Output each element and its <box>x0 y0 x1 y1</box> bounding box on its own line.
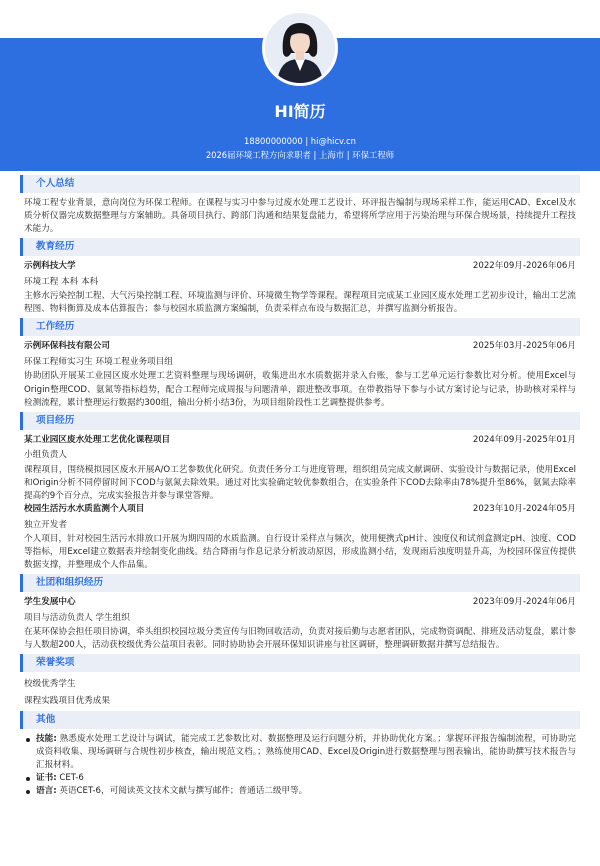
section-other <box>0 711 600 800</box>
entry-date: 2024年09月-2025年01月 <box>472 434 576 445</box>
item-label: 技能: <box>36 734 57 745</box>
company-name: 示例环保科技有限公司 <box>24 341 110 352</box>
item-text: 熟悉废水处理工艺设计与调试，能完成工艺参数比对、数据整理及运行问题分析，并协助优化方案。；掌握环评报告编制流程，可协助完成资料收集、现场调研与合规性初步核查，输出规范文档。；熟练使用CAD、Excel及Origin进行数据整理与图表输出，能协助撰写技术报告与汇报材料。 <box>36 734 577 771</box>
organization-name: 学生发展中心 <box>24 597 76 608</box>
social-text: 在某环保协会担任项目协调，牵头组织校园垃圾分类宣传与旧物回收活动，负责对接后勤与志愿者团队，完成物资调配、排班及活动复盘，累计参与人数超200人，活动获校级优秀公益项目表彰。同时协助协会开展环保知识讲座与社区调研，整理调研数据并撰写总结报告。 <box>24 627 576 651</box>
avatar <box>262 10 338 86</box>
section-header <box>20 654 580 672</box>
entry-date: 2022年09月-2026年06月 <box>472 261 576 272</box>
section-title: 教育经历 <box>36 241 75 253</box>
entry-date: 2023年09月-2024年06月 <box>472 597 576 608</box>
avatar-photo <box>265 13 335 83</box>
project-text: 课程项目，围绕模拟园区废水开展A/O工艺参数优化研究。负责任务分工与进度管理，组织组员完成文献调研、实验设计与数据记录，使用Excel和Origin分析不同停留时间下COD与氨氮去除效果。通过对比实验确定较优参数组合，在实验条件下COD去除率由78%提升至86%，氨氮去除率提高约9个百分点，完成实验报告并参与课堂答辩。 <box>24 464 576 501</box>
entry-header <box>24 434 576 448</box>
major-degree: 环境工程 本科 本科 <box>24 276 99 287</box>
item-label: 证书: <box>36 773 57 784</box>
section-header <box>20 238 580 256</box>
section-header <box>20 318 580 336</box>
section-accent-bar <box>20 175 23 193</box>
item-text: 英语CET-6，可阅读英文技术文献与撰写邮件；普通话二级甲等。 <box>59 786 308 797</box>
list-item <box>24 785 576 798</box>
section-title: 个人总结 <box>36 178 75 189</box>
resume-header <box>0 0 600 175</box>
entry-date: 2023年10月-2024年05月 <box>472 503 576 514</box>
work-text: 协助团队开展某工业园区废水处理工艺资料整理与现场调研，收集进出水水质数据并录入台账，参与工艺单元运行参数比对分析。使用Excel与Origin整理COD、氨氮等指标趋势，配合工程师完成周报与问题清单，跟进整改事项。在带教指导下参与小试方案讨论与记录，协助核对采样与检测流程，累计整理运行数据约300组，输出分析小结3份，为项目组阶段性工艺调整提供参考。 <box>24 371 576 408</box>
section-accent-bar <box>20 654 23 672</box>
award-item: 校级优秀学生 <box>24 679 76 690</box>
section-title: 社团和组织经历 <box>36 577 104 589</box>
other-list <box>24 733 576 798</box>
candidate-name: HI简历 <box>274 102 326 121</box>
project-name: 校园生活污水水质监测个人项目 <box>24 503 145 514</box>
section-accent-bar <box>20 711 23 729</box>
section-title: 工作经历 <box>36 321 75 333</box>
list-item <box>24 772 576 785</box>
school-name: 示例科技大学 <box>24 261 76 272</box>
section-header <box>20 711 580 729</box>
item-label: 语言: <box>36 786 57 797</box>
project-role: 小组负责人 <box>24 450 67 461</box>
entry-header <box>24 260 576 274</box>
project-text: 个人项目，针对校园生活污水排放口开展为期四周的水质监测。自行设计采样点与频次，使用便携式pH计、浊度仪和试剂盒测定pH、浊度、COD等指标，用Excel建立数据表并绘制变化曲线。结合降雨与作息记录分析波动原因，形成监测小结，发现雨后浊度明显升高，为校园环保宣传提供数据支撑，并整理成个人作品集。 <box>24 534 576 571</box>
section-social <box>0 574 600 654</box>
entry-header <box>24 503 576 517</box>
section-accent-bar <box>20 238 23 256</box>
job-role: 环保工程师实习生 环境工程业务项目组 <box>24 357 173 368</box>
section-header <box>20 412 580 430</box>
section-summary <box>0 175 600 238</box>
entry-header <box>24 596 576 610</box>
item-text: CET-6 <box>59 773 84 784</box>
entry-date: 2025年03月-2025年06月 <box>472 341 576 352</box>
section-accent-bar <box>20 318 23 336</box>
project-name: 某工业园区废水处理工艺优化课程项目 <box>24 434 171 445</box>
section-awards <box>0 654 600 711</box>
education-text: 主修水污染控制工程、大气污染控制工程、环境监测与评价、环境微生物学等课程。课程项目完成某工业园区废水处理工艺初步设计，输出工艺流程图、物料衡算及成本估算报告；参与校园水质监测方案编制，负责采样点布设与数据汇总，并撰写监测分析报告。 <box>24 291 576 315</box>
section-accent-bar <box>20 412 23 430</box>
organization-role: 项目与活动负责人 学生组织 <box>24 612 130 623</box>
section-education <box>0 238 600 318</box>
section-projects <box>0 412 600 575</box>
project-role: 独立开发者 <box>24 519 67 530</box>
contact-info: 18800000000 | hi@hicv.cn <box>244 136 356 146</box>
entry-header <box>24 340 576 354</box>
section-header <box>20 175 580 193</box>
section-title: 其他 <box>36 714 56 726</box>
summary-text: 环境工程专业背景，意向岗位为环保工程师。在课程与实习中参与过废水处理工艺设计、环评报告编制与现场采样工作，能运用CAD、Excel及水质分析仪器完成数据整理与方案辅助。具备项目执行、跨部门沟通和结果复盘能力，希望将所学应用于污染治理与环保合规场景，持续提升工程技术能力。 <box>24 198 576 235</box>
section-title: 荣誉奖项 <box>36 657 75 669</box>
award-item: 课程实践项目优秀成果 <box>24 695 110 706</box>
section-title: 项目经历 <box>36 414 75 426</box>
section-header <box>20 574 580 592</box>
section-work <box>0 318 600 411</box>
job-intention: 2026届环境工程方向求职者 | 上海市 | 环保工程师 <box>205 150 395 160</box>
list-item <box>24 733 576 772</box>
section-accent-bar <box>20 574 23 592</box>
